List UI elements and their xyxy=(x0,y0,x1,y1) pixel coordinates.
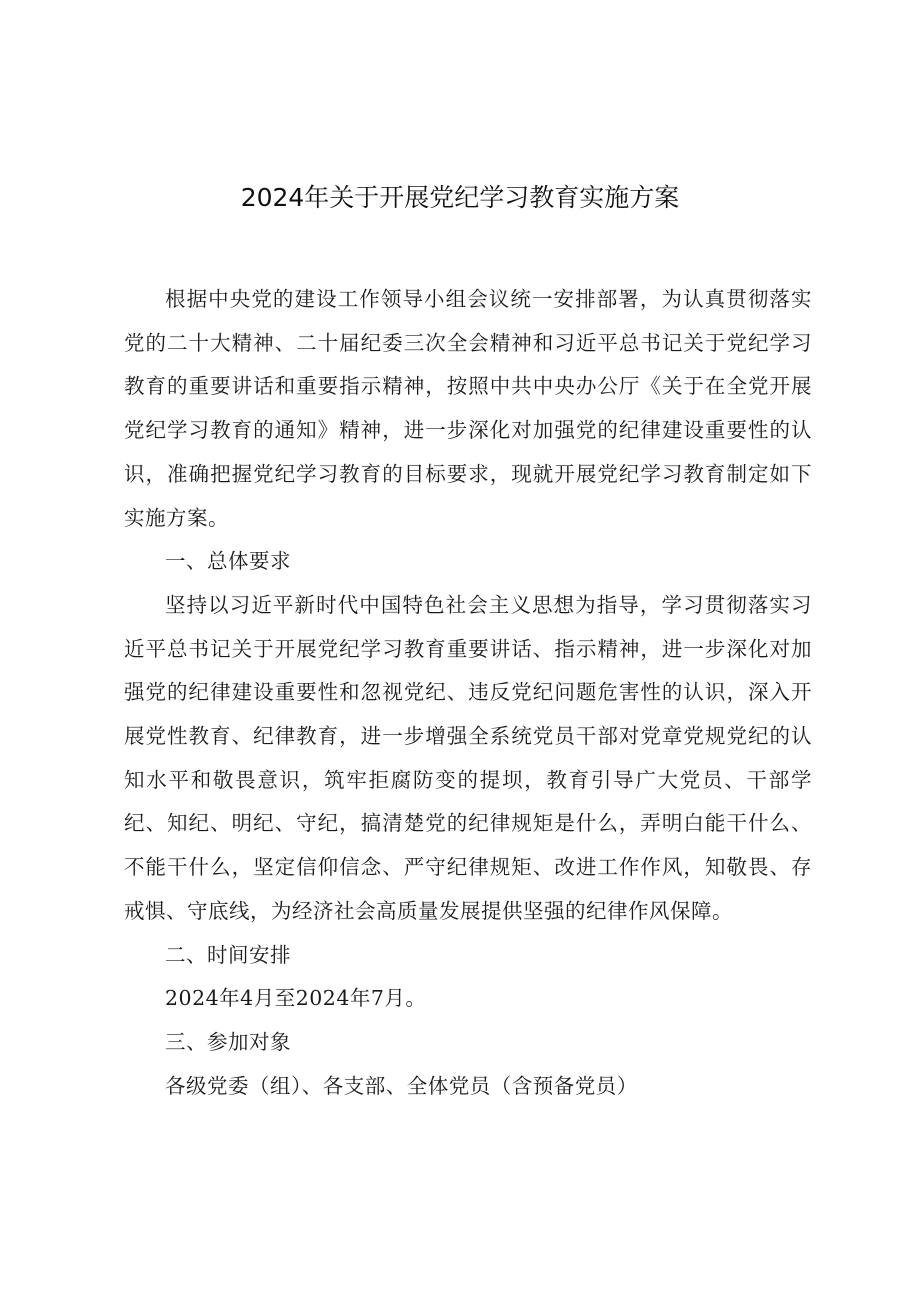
section-paragraph-general-requirements: 坚持以习近平新时代中国特色社会主义思想为指导，学习贯彻落实习近平总书记关于开展党纪学习教育重要讲话、指示精神，进一步深化对加强党的纪律建设重要性和忽视党纪、违反党纪问题危害性的认识，深入开展党性教育、纪律教育，进一步增强全系统党员干部对党章党规党纪的认知水平和敬畏意识，筑牢拒腐防变的提坝，教育引导广大党员、干部学纪、知纪、明纪、守纪，搞清楚党的纪律规矩是什么，弄明白能干什么、不能干什么，坚定信仰信念、严守纪律规矩、改进工作作风，知敬畏、存戒惧、守底线，为经济社会高质量发展提供坚强的纪律作风保障。 xyxy=(124,592,812,923)
section-heading-general-requirements: 一、总体要求 xyxy=(165,549,291,574)
document-title: 2024年关于开展党纪学习教育实施方案 xyxy=(240,183,680,212)
section-paragraph-participants: 各级党委（组）、各支部、全体党员（含预备党员） xyxy=(165,1073,638,1098)
section-heading-participants: 三、参加对象 xyxy=(165,1029,291,1054)
section-paragraph-schedule: 2024年4月至2024年7月。 xyxy=(165,986,427,1011)
section-heading-schedule: 二、时间安排 xyxy=(165,942,291,967)
document-body xyxy=(124,278,812,1108)
intro-paragraph: 根据中央党的建设工作领导小组会议统一安排部署，为认真贯彻落实党的二十大精神、二十届纪委三次全会精神和习近平总书记关于党纪学习教育的重要讲话和重要指示精神，按照中共中央办公厅《关于在全党开展党纪学习教育的通知》精神，进一步深化对加强党的纪律建设重要性的认识，准确把握党纪学习教育的目标要求，现就开展党纪学习教育制定如下实施方案。 xyxy=(124,287,812,530)
